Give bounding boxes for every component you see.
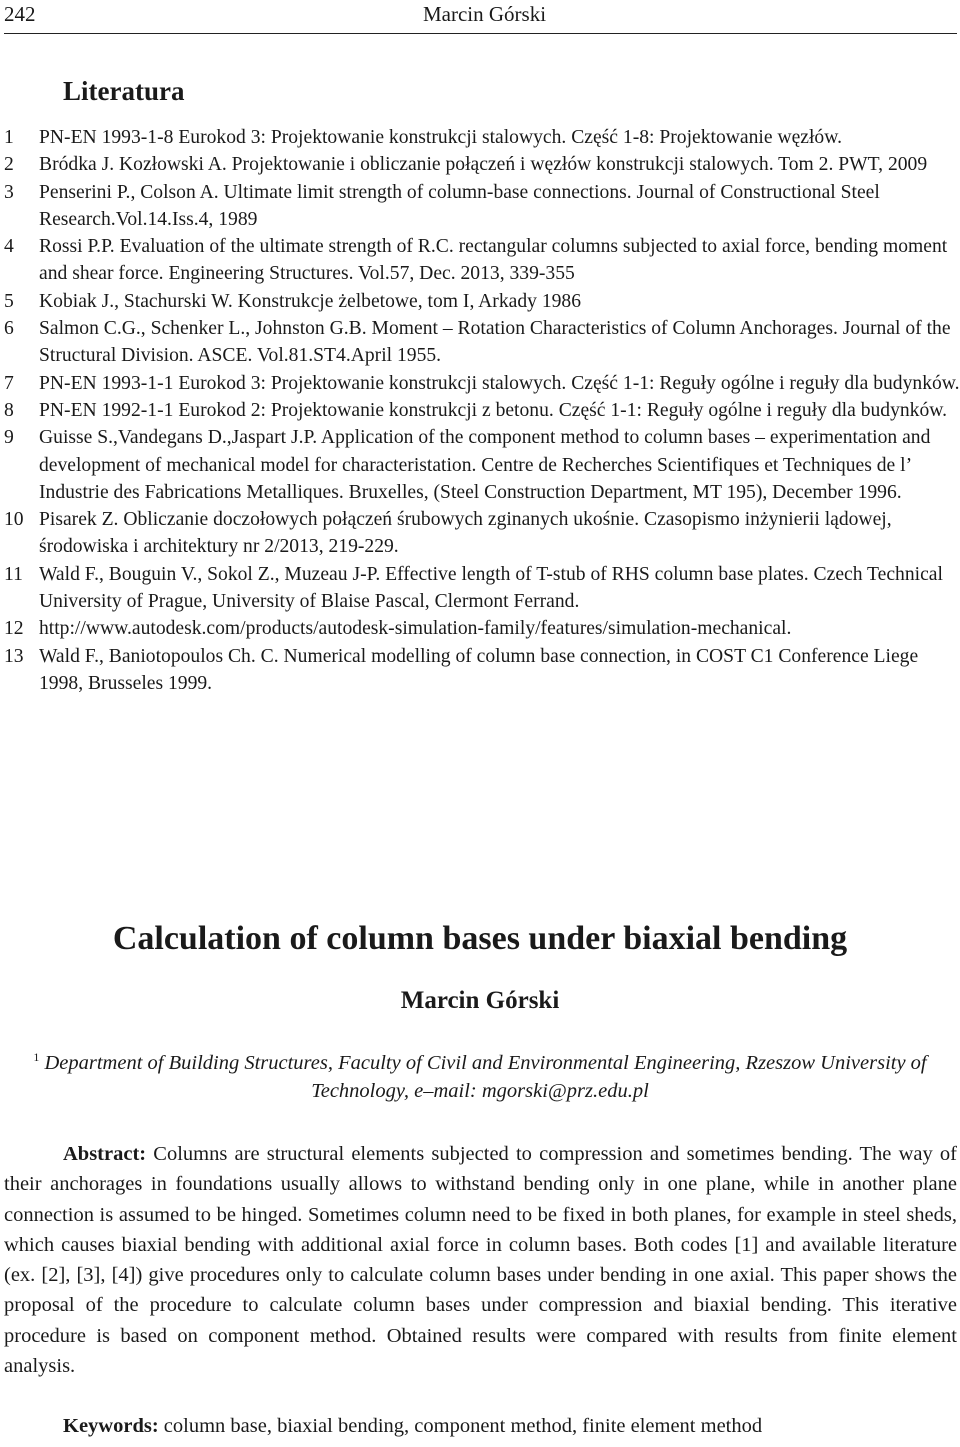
reference-text: Kobiak J., Stachurski W. Konstrukcje żelbetowe, tom I, Arkady 1986 xyxy=(39,290,582,312)
reference-number: 2 xyxy=(4,154,14,176)
abstract-label: Abstract: xyxy=(63,1143,147,1165)
paper-title: Calculation of column bases under biaxial bending xyxy=(112,920,848,957)
reference-item xyxy=(0,233,960,288)
reference-item xyxy=(0,288,960,315)
reference-item xyxy=(0,615,960,642)
reference-text: PN-EN 1993-1-1 Eurokod 3: Projektowanie konstrukcji stalowych. Część 1-1: Reguły ogólne i reguły dla budynków. xyxy=(39,372,960,394)
reference-item xyxy=(0,315,960,370)
reference-link[interactable]: http://www.autodesk.com/products/autodesk-simulation-family/features/simulation-mechanical. xyxy=(39,618,792,640)
reference-item xyxy=(0,506,960,561)
reference-text: PN-EN 1993-1-8 Eurokod 3: Projektowanie konstrukcji stalowych. Część 1-8: Projektowanie węzłów. xyxy=(39,127,842,148)
literature-heading: Literatura xyxy=(63,76,185,106)
reference-item xyxy=(0,179,960,234)
reference-number: 12 xyxy=(4,618,24,640)
reference-number: 9 xyxy=(4,427,14,449)
reference-text: Pisarek Z. Obliczanie doczołowych połączeń śrubowych zginanych ukośnie. Czasopismo inżynierii lądowej, środowiska i architektury nr 2/2013, 219-229. xyxy=(39,509,892,558)
page-header xyxy=(4,0,957,34)
reference-number: 13 xyxy=(4,645,24,667)
reference-number: 5 xyxy=(4,290,14,312)
abstract xyxy=(4,1139,957,1381)
reference-number: 3 xyxy=(4,181,14,203)
affiliation-mark: 1 xyxy=(33,1050,40,1064)
reference-text: PN-EN 1992-1-1 Eurokod 2: Projektowanie konstrukcji z betonu. Część 1-1: Reguły ogólne i reguły dla budynków. xyxy=(39,399,948,421)
reference-item xyxy=(0,370,960,397)
affiliation xyxy=(30,1043,930,1105)
paper-author: Marcin Górski xyxy=(400,987,560,1014)
reference-item xyxy=(0,151,960,178)
running-head: Marcin Górski xyxy=(422,2,547,26)
reference-number: 4 xyxy=(4,236,14,258)
reference-number: 6 xyxy=(4,318,14,340)
reference-text: Bródka J. Kozłowski A. Projektowanie i obliczanie połączeń i węzłów konstrukcji stalowych. Tom 2. PWT, 2009 xyxy=(39,154,928,176)
reference-item xyxy=(0,124,960,151)
page-number: 242 xyxy=(4,2,36,26)
reference-text: Rossi P.P. Evaluation of the ultimate strength of R.C. rectangular columns subjected to axial force, bending moment and shear force. Engineering Structures. Vol.57, Dec. 2013, 339-355 xyxy=(39,236,948,285)
reference-text: Guisse S.,Vandegans D.,Jaspart J.P. Application of the component method to column bases – experimentation and development of mechanical model for characteristation. Centre de Recherches Scientifiques et Techniques de l’ Industrie des Fabrications Metalliques. Bruxelles, (Steel Construction Department, MT 195), December 1996. xyxy=(39,427,931,503)
reference-number: 10 xyxy=(4,509,24,531)
keywords-text: column base, biaxial bending, component method, finite element method xyxy=(158,1415,763,1437)
reference-number: 8 xyxy=(4,399,14,421)
keywords-label: Keywords: xyxy=(63,1415,159,1437)
affiliation-text: Department of Building Structures, Faculty of Civil and Environmental Engineering, Rzeszow University of Technology, e–mail: mgorski@prz.edu.pl xyxy=(39,1051,927,1102)
reference-list xyxy=(0,124,960,697)
reference-text: Salmon C.G., Schenker L., Johnston G.B. Moment – Rotation Characteristics of Column Anchorages. Journal of the Structural Division. ASCE. Vol.81.ST4.April 1955. xyxy=(39,318,951,367)
reference-number: 11 xyxy=(4,563,23,585)
reference-item xyxy=(0,424,960,506)
keywords xyxy=(63,1415,762,1438)
reference-number: 1 xyxy=(4,127,14,148)
reference-item xyxy=(0,397,960,424)
reference-text: Penserini P., Colson A. Ultimate limit strength of column-base connections. Journal of Constructional Steel Research.Vol.14.Iss.4, 1989 xyxy=(39,181,880,230)
abstract-text: Columns are structural elements subjected to compression and sometimes bending. The way of their anchorages in foundations usually allows to withstand bending only in one plane, while in another plane connection is assumed to be hinged. Sometimes column need to be fixed in both planes, for example in steel sheds, which causes biaxial bending with additional axial force in column bases. Both codes [1] and available literature (ex. [2], [3], [4]) give procedures only to calculate column bases under bending in one axial. This paper shows the proposal of the procedure to calculate column bases under compression and biaxial bending. This iterative procedure is based on component method. Obtained results were compared with results from finite element analysis. xyxy=(4,1143,957,1378)
reference-item xyxy=(0,561,960,616)
reference-item xyxy=(0,643,960,698)
reference-text: Wald F., Baniotopoulos Ch. C. Numerical modelling of column base connection, in COST C1 Conference Liege 1998, Brusseles 1999. xyxy=(39,645,919,694)
reference-number: 7 xyxy=(4,372,14,394)
reference-text: Wald F., Bouguin V., Sokol Z., Muzeau J-P. Effective length of T-stub of RHS column base plates. Czech Technical University of Prague, University of Blaise Pascal, Clermont Ferrand. xyxy=(39,563,943,613)
